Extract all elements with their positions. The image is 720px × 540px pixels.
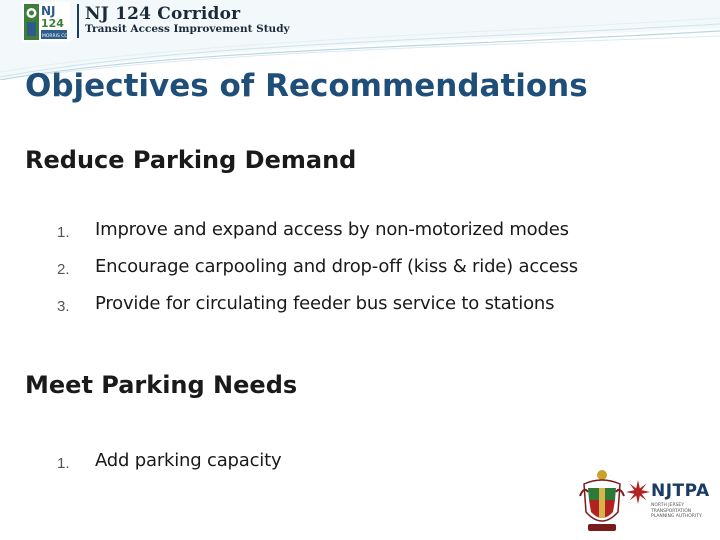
county-seal-icon <box>578 466 626 536</box>
nj124-logo-icon <box>22 2 70 42</box>
njtpa-star-icon <box>626 480 650 504</box>
section-heading-meet-parking-needs: Meet Parking Needs <box>25 371 298 399</box>
footer-logos <box>578 466 718 536</box>
list-item-number: 3. <box>57 298 70 315</box>
section-heading-reduce-parking-demand: Reduce Parking Demand <box>25 146 357 174</box>
svg-text:NJ: NJ <box>41 4 56 18</box>
study-name: NJ 124 Corridor <box>85 4 241 24</box>
list-item <box>0 216 720 253</box>
nj124-logo <box>22 2 70 42</box>
list-item-number: 1. <box>57 455 70 472</box>
svg-text:124: 124 <box>41 17 64 30</box>
svg-text:MORRIS CO: MORRIS CO <box>42 34 68 39</box>
list-item-text: Encourage carpooling and drop-off (kiss & ride) access <box>95 256 578 277</box>
list-item-text: Add parking capacity <box>95 450 282 471</box>
reduce-parking-demand-list <box>0 216 720 327</box>
list-item-number: 1. <box>57 224 70 241</box>
study-subtitle: Transit Access Improvement Study <box>85 23 290 35</box>
list-item <box>0 253 720 290</box>
slide-title: Objectives of Recommendations <box>25 68 588 104</box>
list-item-text: Improve and expand access by non-motorized modes <box>95 219 569 240</box>
njtpa-logo-text: NJTPA <box>651 481 710 501</box>
header-divider <box>77 4 79 38</box>
list-item-number: 2. <box>57 261 70 278</box>
list-item <box>0 290 720 327</box>
list-item-text: Provide for circulating feeder bus service to stations <box>95 293 555 314</box>
njtpa-tagline: NORTH JERSEY TRANSPORTATION PLANNING AUTHORITY <box>651 503 702 519</box>
